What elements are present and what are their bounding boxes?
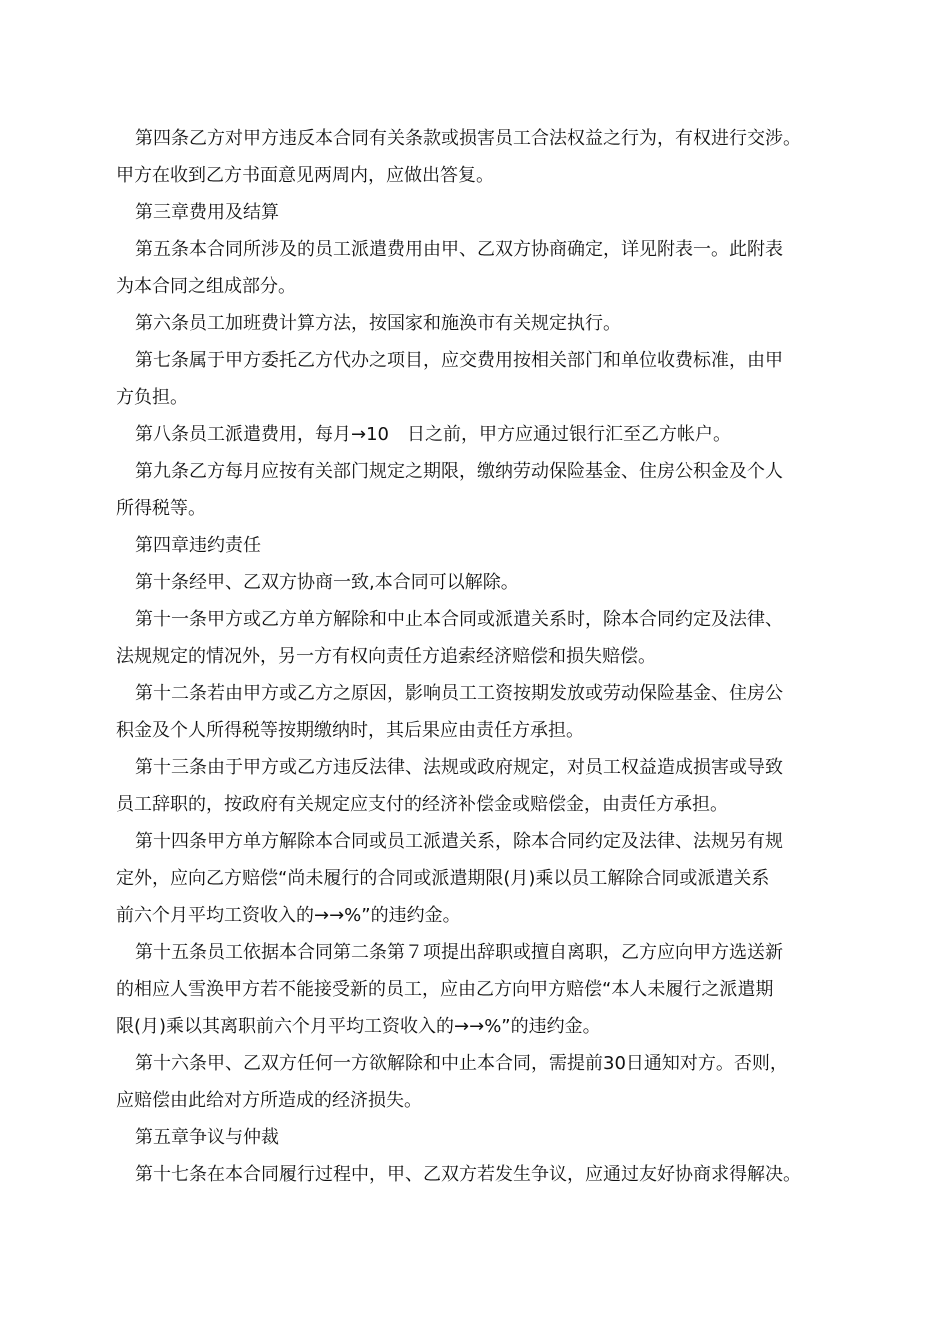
article-15-line-1: 第十五条员工依据本合同第二条第７项提出辞职或擅自离职，乙方应向甲方选送新	[135, 942, 783, 963]
contract-body	[116, 120, 846, 1193]
article-14-line-2: 定外，应向乙方赔偿“尚未履行的合同或派遣期限(月)乘以员工解除合同或派遣关系	[116, 868, 770, 889]
article-12-line-2: 积金及个人所得税等按期缴纳时，其后果应由责任方承担。	[116, 720, 584, 741]
article-7-line-1: 第七条属于甲方委托乙方代办之项目，应交费用按相关部门和单位收费标准，由甲	[135, 350, 783, 371]
chapter-5-heading: 第五章争议与仲裁	[135, 1127, 279, 1148]
article-17-line-1: 第十七条在本合同履行过程中，甲、乙双方若发生争议，应通过友好协商求得解决。	[135, 1164, 801, 1185]
article-16-line-1: 第十六条甲、乙双方任何一方欲解除和中止本合同，需提前30日通知对方。否则，	[135, 1053, 788, 1074]
chapter-3-heading: 第三章费用及结算	[135, 202, 279, 223]
article-13-line-2: 员工辞职的，按政府有关规定应支付的经济补偿金或赔偿金，由责任方承担。	[116, 794, 728, 815]
article-4-line-2: 甲方在收到乙方书面意见两周内，应做出答复。	[116, 165, 494, 186]
article-9-line-2: 所得税等。	[116, 498, 206, 519]
article-6-line-1: 第六条员工加班费计算方法，按国家和施涣市有关规定执行。	[135, 313, 621, 334]
article-11-line-2: 法规规定的情况外，另一方有权向责任方追索经济赔偿和损失赔偿。	[116, 646, 656, 667]
article-13-line-1: 第十三条由于甲方或乙方违反法律、法规或政府规定，对员工权益造成损害或导致	[135, 757, 783, 778]
article-15-line-3: 限(月)乘以其离职前六个月平均工资收入的→→%”的违约金。	[116, 1016, 601, 1037]
article-15-line-2: 的相应人雪涣甲方若不能接受新的员工，应由乙方向甲方赔偿“本人未履行之派遣期	[116, 979, 774, 1000]
article-8-line-1: 第八条员工派遣费用，每月→10 日之前，甲方应通过银行汇至乙方帐户。	[135, 424, 731, 445]
article-11-line-1: 第十一条甲方或乙方单方解除和中止本合同或派遣关系时，除本合同约定及法律、	[135, 609, 783, 630]
article-14-line-3: 前六个月平均工资收入的→→%”的违约金。	[116, 905, 461, 926]
article-9-line-1: 第九条乙方每月应按有关部门规定之期限，缴纳劳动保险基金、住房公积金及个人	[135, 461, 783, 482]
article-5-line-2: 为本合同之组成部分。	[116, 276, 296, 297]
article-5-line-1: 第五条本合同所涉及的员工派遣费用由甲、乙双方协商确定，详见附表一。此附表	[135, 239, 783, 260]
article-16-line-2: 应赔偿由此给对方所造成的经济损失。	[116, 1090, 422, 1111]
article-12-line-1: 第十二条若由甲方或乙方之原因，影响员工工资按期发放或劳动保险基金、住房公	[135, 683, 783, 704]
article-10-line-1: 第十条经甲、乙双方协商一致,本合同可以解除。	[135, 572, 519, 593]
chapter-4-heading: 第四章违约责任	[135, 535, 261, 556]
article-14-line-1: 第十四条甲方单方解除本合同或员工派遣关系，除本合同约定及法律、法规另有规	[135, 831, 783, 852]
article-4-line-1: 第四条乙方对甲方违反本合同有关条款或损害员工合法权益之行为，有权进行交涉。	[135, 128, 801, 149]
article-7-line-2: 方负担。	[116, 387, 188, 408]
